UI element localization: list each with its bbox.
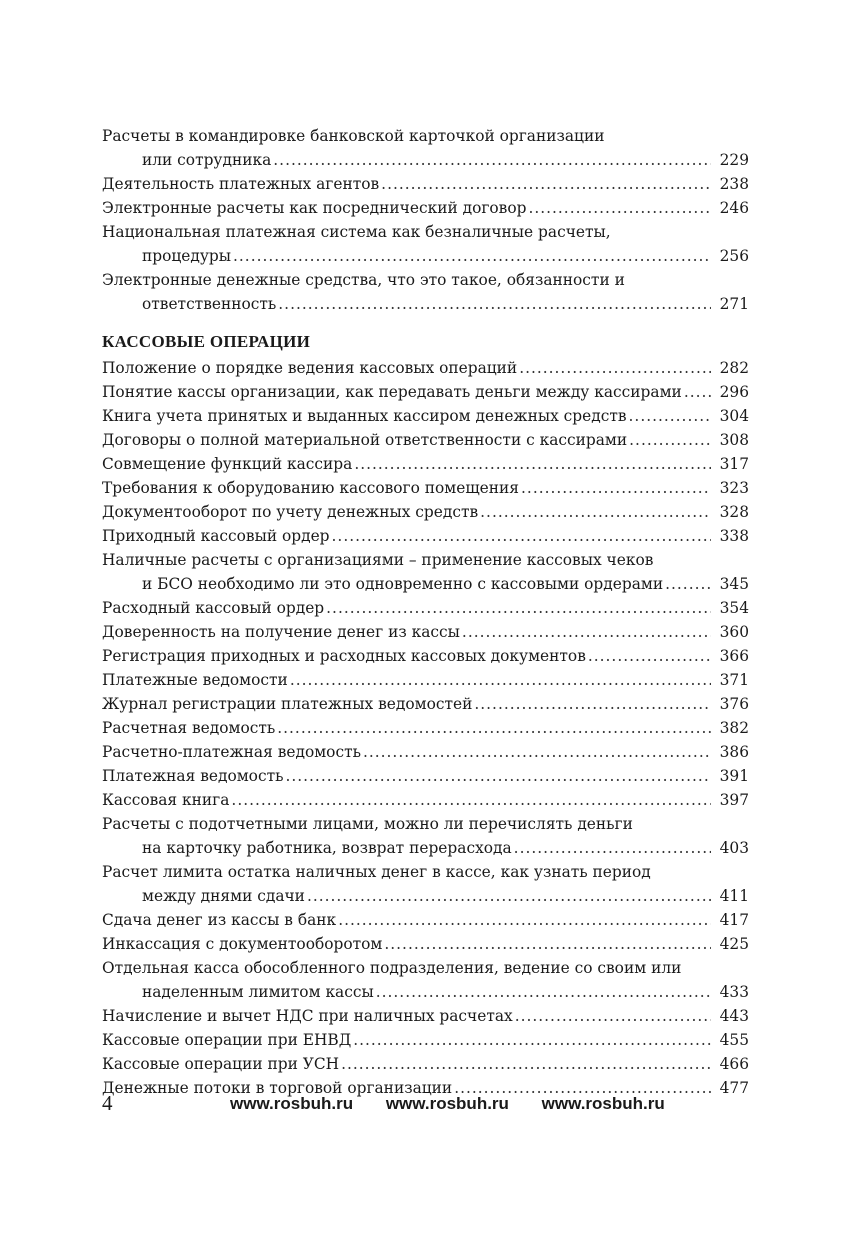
toc-entry[interactable] <box>102 452 749 476</box>
toc-entry[interactable] <box>102 812 749 860</box>
toc-entry-title: Начисление и вычет НДС при наличных расчетах <box>102 1007 513 1025</box>
toc-entry-row <box>102 908 749 932</box>
toc-entry[interactable] <box>102 1052 749 1076</box>
dot-leader <box>515 1004 711 1028</box>
toc-entry-row <box>102 428 749 452</box>
dot-leader <box>384 932 711 956</box>
toc-page-number: 455 <box>719 1031 749 1049</box>
toc-entry-row <box>102 572 749 596</box>
toc-entry[interactable] <box>102 124 749 172</box>
toc-entry-title-continued: на карточку работника, возврат перерасхода <box>142 839 512 857</box>
toc-entry[interactable] <box>102 380 749 404</box>
toc-section-cash-operations <box>102 329 749 1100</box>
toc-entry-row <box>102 196 749 220</box>
dot-leader <box>341 1052 711 1076</box>
toc-entry-title: Положение о порядке ведения кассовых операций <box>102 359 518 377</box>
toc-entry-title: Понятие кассы организации, как передавать деньги между кассирами <box>102 383 682 401</box>
toc-entry-title-continued: наделенным лимитом кассы <box>142 983 374 1001</box>
toc-entry[interactable] <box>102 908 749 932</box>
toc-entry-title: Кассовые операции при УСН <box>102 1055 340 1073</box>
toc-entry-row <box>102 476 749 500</box>
toc-entry-title: Регистрация приходных и расходных кассовых документов <box>102 647 586 665</box>
toc-entry-title-continued: процедуры <box>142 247 232 265</box>
toc-entry-row <box>102 644 749 668</box>
toc-page-number: 282 <box>719 359 749 377</box>
toc-entry-title: Национальная платежная система как безналичные расчеты, <box>102 223 611 241</box>
toc-entry[interactable] <box>102 356 749 380</box>
toc-entry[interactable] <box>102 668 749 692</box>
toc-entry-title: Расчетная ведомость <box>102 719 276 737</box>
toc-entry-title: Кассовая книга <box>102 791 230 809</box>
toc-entry-title-continued: или сотрудника <box>142 151 272 169</box>
toc-page-number: 256 <box>719 247 749 265</box>
toc-entry[interactable] <box>102 860 749 908</box>
dot-leader <box>462 620 711 644</box>
toc-entry-title: Книга учета принятых и выданных кассиром денежных средств <box>102 407 627 425</box>
dot-leader <box>233 244 711 268</box>
dot-leader <box>353 1028 711 1052</box>
toc-page-number: 371 <box>719 671 749 689</box>
toc-entry[interactable] <box>102 404 749 428</box>
toc-page-number: 403 <box>719 839 749 857</box>
toc-entry[interactable] <box>102 268 749 316</box>
toc-entry-row <box>102 620 749 644</box>
toc-entry[interactable] <box>102 620 749 644</box>
toc-entry-title: Кассовые операции при ЕНВД <box>102 1031 352 1049</box>
toc-entry-row <box>102 244 749 268</box>
toc-entry[interactable] <box>102 548 749 596</box>
dot-leader <box>629 428 711 452</box>
toc-entry-row <box>102 692 749 716</box>
dot-leader <box>521 476 711 500</box>
toc-page-number: 386 <box>719 743 749 761</box>
toc-list-cash-operations <box>102 356 749 1100</box>
toc-page-number: 354 <box>719 599 749 617</box>
toc-entry-row <box>102 172 749 196</box>
toc-page-number: 391 <box>719 767 749 785</box>
toc-entry-title: Расчеты в командировке банковской карточкой организации <box>102 127 605 145</box>
toc-entry-title: Наличные расчеты с организациями – применение кассовых чеков <box>102 551 654 569</box>
toc-entry-title: Электронные расчеты как посреднический договор <box>102 199 527 217</box>
toc-entry-row <box>102 404 749 428</box>
dot-leader <box>338 908 711 932</box>
toc-page-number: 271 <box>719 295 749 313</box>
toc-entry[interactable] <box>102 956 749 1004</box>
toc-entry[interactable] <box>102 716 749 740</box>
toc-page-number: 425 <box>719 935 749 953</box>
toc-entry-title: Расчеты с подотчетными лицами, можно ли перечислять деньги <box>102 815 633 833</box>
toc-page-number: 308 <box>719 431 749 449</box>
toc-entry-title: Денежные потоки в торговой организации <box>102 1079 453 1097</box>
toc-page-number: 376 <box>719 695 749 713</box>
toc-entry[interactable] <box>102 1028 749 1052</box>
toc-entry-title-continued: и БСО необходимо ли это одновременно с кассовыми ордерами <box>142 575 664 593</box>
toc-entry[interactable] <box>102 220 749 268</box>
dot-leader <box>285 764 711 788</box>
dot-leader <box>326 596 711 620</box>
toc-page-number: 304 <box>719 407 749 425</box>
dot-leader <box>519 356 711 380</box>
toc-entry[interactable] <box>102 788 749 812</box>
toc-entry-row <box>102 764 749 788</box>
toc-entry-row <box>102 884 749 908</box>
toc-entry-title-continued: между днями сдачи <box>142 887 305 905</box>
toc-entry[interactable] <box>102 1004 749 1028</box>
dot-leader <box>588 644 711 668</box>
dot-leader <box>307 884 711 908</box>
toc-page-number: 417 <box>719 911 749 929</box>
toc-entry[interactable] <box>102 172 749 196</box>
toc-entry[interactable] <box>102 932 749 956</box>
dot-leader <box>665 572 711 596</box>
dot-leader <box>354 452 711 476</box>
footer-url[interactable]: www.rosbuh.ru <box>385 1094 509 1113</box>
toc-page-number: 360 <box>719 623 749 641</box>
toc-entry-row <box>102 668 749 692</box>
page-number: 4 <box>102 1091 113 1115</box>
toc-entry-row <box>102 596 749 620</box>
toc-entry[interactable] <box>102 644 749 668</box>
toc-page-number: 366 <box>719 647 749 665</box>
toc-entry-row <box>102 980 749 1004</box>
toc-page-number: 345 <box>719 575 749 593</box>
toc-entry-row <box>102 380 749 404</box>
toc-entry[interactable] <box>102 428 749 452</box>
page-footer <box>102 1090 749 1116</box>
dot-leader <box>290 668 711 692</box>
toc-entry-title: Инкассация с документооборотом <box>102 935 383 953</box>
toc-page-number: 466 <box>719 1055 749 1073</box>
toc-entry-title-continued: ответственность <box>142 295 277 313</box>
toc-entry[interactable] <box>102 196 749 220</box>
dot-leader <box>381 172 711 196</box>
toc-entry-title: Договоры о полной материальной ответственности с кассирами <box>102 431 628 449</box>
toc-entry[interactable] <box>102 692 749 716</box>
toc-page-number: 238 <box>719 175 749 193</box>
toc-entry-row <box>102 740 749 764</box>
dot-leader <box>277 716 711 740</box>
toc-entry-row <box>102 932 749 956</box>
toc-page-number: 411 <box>719 887 749 905</box>
section-heading: КАССОВЫЕ ОПЕРАЦИИ <box>102 332 311 351</box>
toc-entry-title: Журнал регистрации платежных ведомостей <box>102 695 473 713</box>
toc-entry[interactable] <box>102 524 749 548</box>
toc-entry-title: Платежная ведомость <box>102 767 284 785</box>
toc-entry-title: Расчетно-платежная ведомость <box>102 743 361 761</box>
toc-list-top <box>102 124 749 316</box>
toc-entry-row <box>102 452 749 476</box>
toc-page-number: 433 <box>719 983 749 1001</box>
toc-entry-title: Совмещение функций кассира <box>102 455 353 473</box>
toc-entry-row <box>102 356 749 380</box>
toc-page-number: 338 <box>719 527 749 545</box>
toc-page-number: 328 <box>719 503 749 521</box>
toc-entry-title: Приходный кассовый ордер <box>102 527 330 545</box>
toc-entry-title: Сдача денег из кассы в банк <box>102 911 337 929</box>
toc-entry[interactable] <box>102 596 749 620</box>
toc-entry-row <box>102 788 749 812</box>
toc-entry-row <box>102 1028 749 1052</box>
toc-entry-row <box>102 292 749 316</box>
toc-page-number: 323 <box>719 479 749 497</box>
toc-entry-title: Электронные денежные средства, что это такое, обязанности и <box>102 271 625 289</box>
toc-entry-title: Доверенность на получение денег из кассы <box>102 623 460 641</box>
dot-leader <box>684 380 711 404</box>
toc-entry-title: Отдельная касса обособленного подразделения, ведение со своим или <box>102 959 682 977</box>
dot-leader <box>629 404 711 428</box>
toc-page-number: 229 <box>719 151 749 169</box>
toc-entry-title: Платежные ведомости <box>102 671 288 689</box>
toc-entry[interactable] <box>102 740 749 764</box>
toc-entry-row <box>102 1004 749 1028</box>
toc-entry-title: Расчет лимита остатка наличных денег в кассе, как узнать период <box>102 863 651 881</box>
footer-url[interactable]: www.rosbuh.ru <box>230 1094 354 1113</box>
dot-leader <box>278 292 711 316</box>
toc-entry-row <box>102 836 749 860</box>
toc-entry-row <box>102 500 749 524</box>
toc-entry-title: Расходный кассовый ордер <box>102 599 325 617</box>
toc-entry-title: Требования к оборудованию кассового помещения <box>102 479 520 497</box>
toc-entry-row <box>102 1052 749 1076</box>
toc-entry-title: Деятельность платежных агентов <box>102 175 380 193</box>
dot-leader <box>273 148 711 172</box>
toc-page-number: 246 <box>719 199 749 217</box>
dot-leader <box>480 500 711 524</box>
footer-url[interactable]: www.rosbuh.ru <box>541 1094 665 1113</box>
toc-entry[interactable] <box>102 764 749 788</box>
toc-entry-row <box>102 148 749 172</box>
toc-entry-row <box>102 524 749 548</box>
dot-leader <box>514 836 711 860</box>
toc-page-number: 317 <box>719 455 749 473</box>
dot-leader <box>528 196 711 220</box>
toc-page-number: 477 <box>719 1079 749 1097</box>
toc-page-number: 397 <box>719 791 749 809</box>
dot-leader <box>231 788 711 812</box>
toc-page-number: 382 <box>719 719 749 737</box>
toc-entry[interactable] <box>102 500 749 524</box>
toc-entry[interactable] <box>102 476 749 500</box>
toc-page-number: 296 <box>719 383 749 401</box>
toc-entry-row <box>102 716 749 740</box>
dot-leader <box>474 692 711 716</box>
toc-page-number: 443 <box>719 1007 749 1025</box>
dot-leader <box>332 524 711 548</box>
dot-leader <box>376 980 711 1004</box>
toc-entry-title: Документооборот по учету денежных средств <box>102 503 479 521</box>
dot-leader <box>363 740 711 764</box>
footer-urls <box>230 1091 693 1117</box>
